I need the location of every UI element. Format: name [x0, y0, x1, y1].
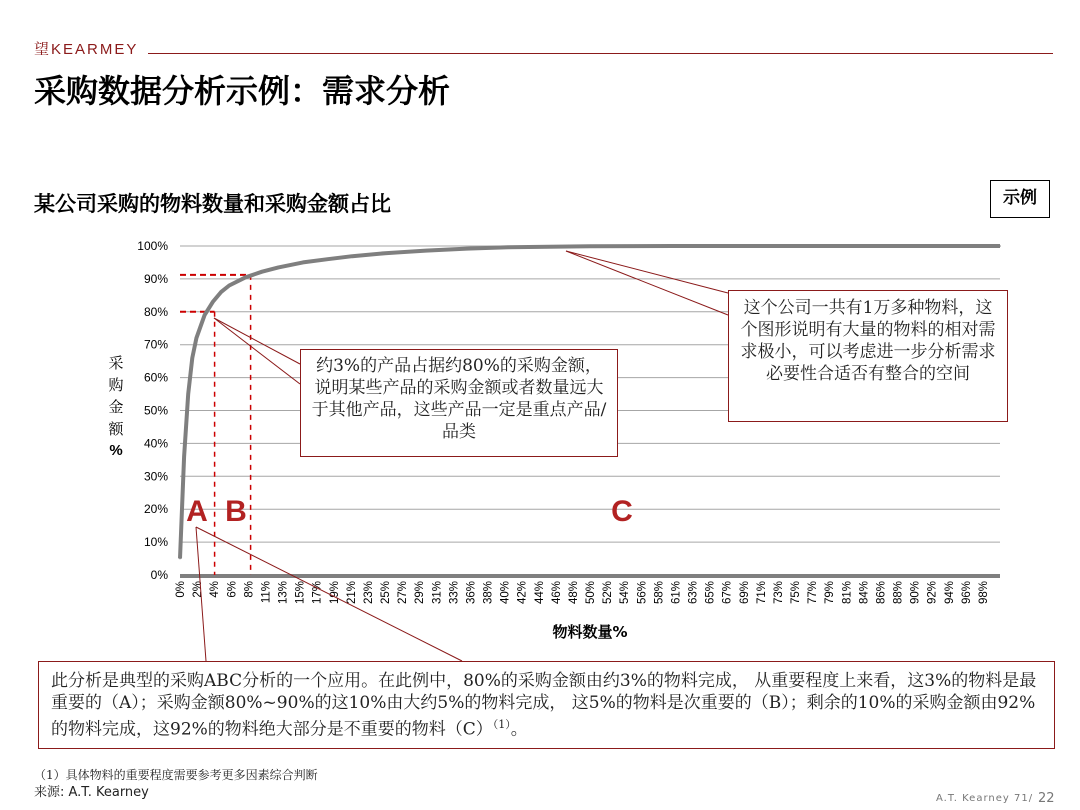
curve-point — [261, 271, 263, 273]
curve-point — [917, 245, 919, 247]
curve-point — [179, 558, 181, 560]
y-tick-label: 30% — [143, 469, 168, 484]
x-tick-label: 90% — [909, 581, 922, 605]
y-axis-label-char: 金 — [108, 398, 124, 416]
x-tick-label: 11% — [260, 581, 273, 604]
y-axis-label-char: 采 — [108, 354, 124, 372]
curve-point — [278, 267, 280, 269]
curve-point — [425, 250, 427, 252]
x-tick-label: 84% — [858, 581, 871, 605]
x-tick-label: 61% — [670, 581, 683, 605]
curve-point — [192, 357, 194, 359]
chart-subtitle: 某公司采购的物料数量和采购金额占比 — [34, 191, 391, 216]
callout-right-connector — [566, 251, 728, 293]
x-tick-label: 17% — [311, 581, 324, 605]
x-tick-label: 79% — [824, 581, 837, 605]
callout-bottom-footnote-ref: （1） — [492, 718, 511, 731]
x-tick-label: 88% — [892, 581, 905, 605]
x-tick-label: 48% — [567, 581, 580, 605]
x-tick-label: 69% — [738, 581, 751, 605]
x-axis-title: 物料数量% — [552, 623, 628, 641]
x-tick-label: 65% — [704, 581, 717, 605]
y-axis-label-char: 额 — [108, 420, 124, 438]
x-tick-label: 75% — [790, 581, 802, 605]
x-tick-label: 40% — [499, 581, 512, 605]
curve-point — [466, 248, 468, 250]
x-tick-label: 15% — [294, 581, 307, 605]
x-tick-label: 77% — [807, 581, 820, 605]
y-tick-label: 100% — [137, 239, 168, 253]
y-tick-label: 90% — [143, 271, 168, 286]
curve-point — [589, 246, 591, 248]
curve-point — [671, 245, 673, 247]
curve-point — [302, 262, 304, 264]
x-tick-label: 46% — [550, 581, 563, 605]
curve-point — [507, 247, 509, 249]
source-note: 来源: A.T. Kearney — [34, 785, 149, 800]
curve-point — [384, 252, 386, 254]
callout-right: 这个公司一共有1万多种物料，这个图形说明有大量的物料的相对需求极小，可以考虑进一步分析需求必要性合适否有整合的空间 — [728, 290, 1008, 422]
y-axis-label-char: % — [109, 442, 123, 459]
y-tick-label: 40% — [143, 436, 168, 451]
curve-point — [220, 291, 222, 293]
x-tick-label: 52% — [602, 581, 615, 605]
footnote: （1）具体物料的重要程度需要参考更多因素综合判断 — [34, 768, 318, 782]
y-axis-label-char: 购 — [108, 376, 124, 394]
x-tick-label: 29% — [414, 581, 427, 605]
y-tick-label: 50% — [143, 403, 168, 418]
x-tick-label: 27% — [397, 581, 410, 605]
callout-left-connector — [214, 318, 300, 364]
callout-right-connector — [566, 251, 728, 315]
x-tick-label: 36% — [465, 581, 478, 605]
curve-point — [183, 456, 185, 458]
x-tick-label: 13% — [277, 581, 290, 605]
curve-point — [228, 285, 230, 287]
x-tick-label: 94% — [943, 581, 956, 605]
x-tick-label: 31% — [431, 581, 444, 605]
y-tick-label: 60% — [143, 370, 168, 385]
x-tick-label: 4% — [209, 581, 222, 598]
y-tick-label: 10% — [143, 535, 168, 550]
x-tick-label: 25% — [380, 581, 392, 605]
x-tick-label: 44% — [533, 581, 546, 605]
page-title: 采购数据分析示例：需求分析 — [34, 72, 451, 110]
x-tick-label: 56% — [636, 581, 649, 605]
curve-point — [187, 393, 189, 395]
x-tick-label: 21% — [345, 581, 358, 605]
y-tick-label: 80% — [143, 304, 168, 319]
x-tick-label: 2% — [192, 581, 205, 598]
callout-left-connector — [214, 318, 300, 384]
x-tick-label: 98% — [977, 581, 990, 605]
x-tick-label: 71% — [755, 581, 768, 605]
curve-point — [204, 314, 206, 316]
curve-point — [835, 245, 837, 247]
x-tick-label: 38% — [482, 581, 495, 605]
curve-point — [548, 246, 550, 248]
callout-bottom-end: 。 — [510, 719, 528, 740]
page-number: 22 — [1038, 791, 1055, 806]
x-tick-label: 67% — [721, 581, 734, 605]
curve-point — [327, 258, 329, 260]
region-label-a: A — [186, 495, 208, 528]
callout-bottom-text: 此分析是典型的采购ABC分析的一个应用。在此例中，80%的采购金额由约3%的物料完成， 从重要程度上来看，这3%的物料是最重要的（A）；采购金额80%~90%的这10%由大约5%的物料完成， 这5%的物料是次重要的（B）；剩余的10%的采购金额由92%的物料完成，这92%的物料绝大部分是不重要的物料（C） — [51, 671, 1037, 740]
x-tick-label: 63% — [687, 581, 700, 605]
x-tick-label: 81% — [841, 581, 854, 605]
x-tick-label: 58% — [653, 581, 666, 605]
curve-point — [999, 245, 1001, 247]
footer-brand: A.T. Kearney 71/ — [936, 793, 1034, 804]
curve-point — [753, 245, 755, 247]
x-tick-label: 6% — [226, 581, 239, 598]
callout-left: 约3%的产品占据约80%的采购金额，说明某些产品的采购金额或者数量远大于其他产品，这些产品一定是重点产品/品类 — [300, 349, 618, 457]
x-tick-label: 33% — [448, 581, 461, 605]
x-tick-label: 54% — [619, 581, 632, 605]
region-label-b: B — [225, 495, 247, 528]
x-tick-label: 50% — [585, 581, 597, 605]
y-tick-label: 70% — [143, 337, 168, 352]
callout-bottom — [38, 661, 1055, 749]
x-tick-label: 23% — [362, 581, 375, 605]
x-tick-label: 0% — [175, 581, 187, 598]
x-tick-label: 92% — [926, 581, 939, 605]
x-tick-label: 96% — [960, 581, 973, 605]
curve-point — [351, 255, 353, 257]
curve-point — [212, 301, 214, 303]
kearney-logo: 望KEARMEY — [34, 41, 139, 58]
x-tick-label: 42% — [516, 581, 529, 605]
x-tick-label: 86% — [875, 581, 888, 605]
curve-point — [196, 337, 198, 339]
x-tick-label: 19% — [328, 581, 341, 605]
y-tick-label: 20% — [143, 502, 168, 517]
y-tick-label: 0% — [150, 568, 168, 582]
example-badge: 示例 — [990, 180, 1050, 218]
curve-point — [245, 276, 247, 278]
region-label-c: C — [611, 495, 633, 528]
x-tick-label: 8% — [243, 581, 256, 598]
x-tick-label: 73% — [772, 581, 785, 605]
